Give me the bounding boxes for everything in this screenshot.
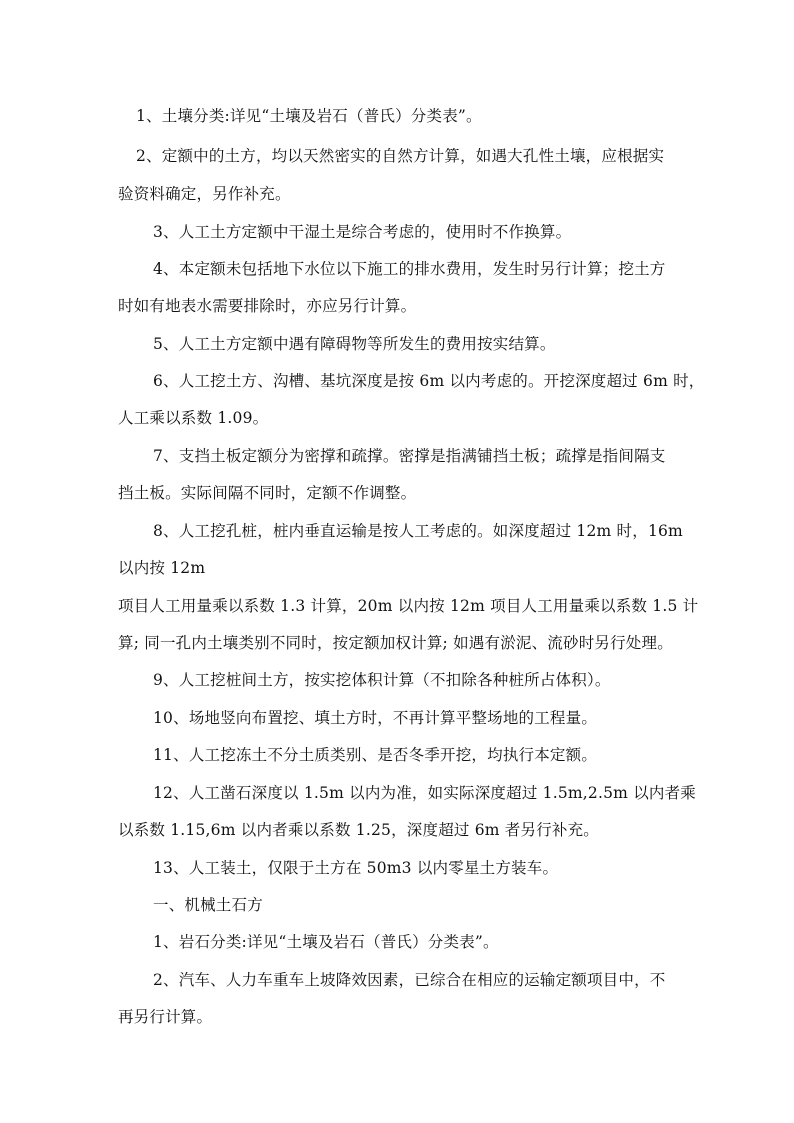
text-line: 5、人工土方定额中遇有障碍物等所发生的费用按实结算。 [153, 335, 556, 353]
text-line: 1、岩石分类:详见“土壤及岩石（普氏）分类表”。 [153, 933, 499, 951]
text-line: 时如有地表水需要排除时，亦应另行计算。 [118, 297, 417, 315]
text-line: 10、场地竖向布置挖、填土方时，不再计算平整场地的工程量。 [153, 709, 598, 727]
text-line: 算; 同一孔内土壤类别不同时，按定额加权计算; 如遇有淤泥、流砂时另行处理。 [118, 634, 673, 652]
text-line: 7、支挡土板定额分为密撑和疏撑。密撑是指满铺挡土板；疏撑是指间隔支 [153, 447, 666, 465]
text-line: 12、人工凿石深度以 1.5m 以内为准，如实际深度超过 1.5m,2.5m 以内者乘 [153, 784, 697, 802]
text-line: 2、定额中的土方，均以天然密实的自然方计算，如遇大孔性土壤，应根据实 [136, 147, 665, 165]
text-line: 11、人工挖冻土不分土质类别、是否冬季开挖，均执行本定额。 [153, 746, 598, 764]
text-line: 4、本定额未包括地下水位以下施工的排水费用，发生时另行计算；挖土方 [153, 260, 666, 278]
text-line: 人工乘以系数 1.09。 [118, 409, 269, 427]
text-line: 9、人工挖桩间土方，按实挖体积计算（不扣除各种桩所占体积）。 [153, 671, 611, 689]
section-heading: 一、机械土石方 [153, 896, 263, 914]
text-line: 8、人工挖孔桩，桩内垂直运输是按人工考虑的。如深度超过 12m 时，16m [153, 522, 683, 540]
text-line: 项目人工用量乘以系数 1.3 计算，20m 以内按 12m 项目人工用量乘以系数 1.5 计 [118, 597, 699, 615]
text-line: 13、人工装土，仅限于土方在 50m3 以内零星土方装车。 [153, 859, 559, 877]
text-line: 挡土板。实际间隔不同时，定额不作调整。 [118, 484, 417, 502]
text-line: 以系数 1.15,6m 以内者乘以系数 1.25，深度超过 6m 者另行补充。 [118, 821, 600, 839]
text-line: 1、土壤分类:详见“土壤及岩石（普氏）分类表”。 [136, 107, 482, 125]
text-line: 3、人工土方定额中干湿土是综合考虑的，使用时不作换算。 [153, 223, 572, 241]
text-line: 6、人工挖土方、沟槽、基坑深度是按 6m 以内考虑的。开挖深度超过 6m 时， [153, 372, 705, 390]
text-line: 验资料确定，另作补充。 [118, 185, 291, 203]
text-line: 以内按 12m [118, 559, 206, 577]
text-line: 2、汽车、人力车重车上坡降效因素，已综合在相应的运输定额项目中，不 [153, 971, 666, 989]
text-line: 再另行计算。 [118, 1008, 213, 1026]
